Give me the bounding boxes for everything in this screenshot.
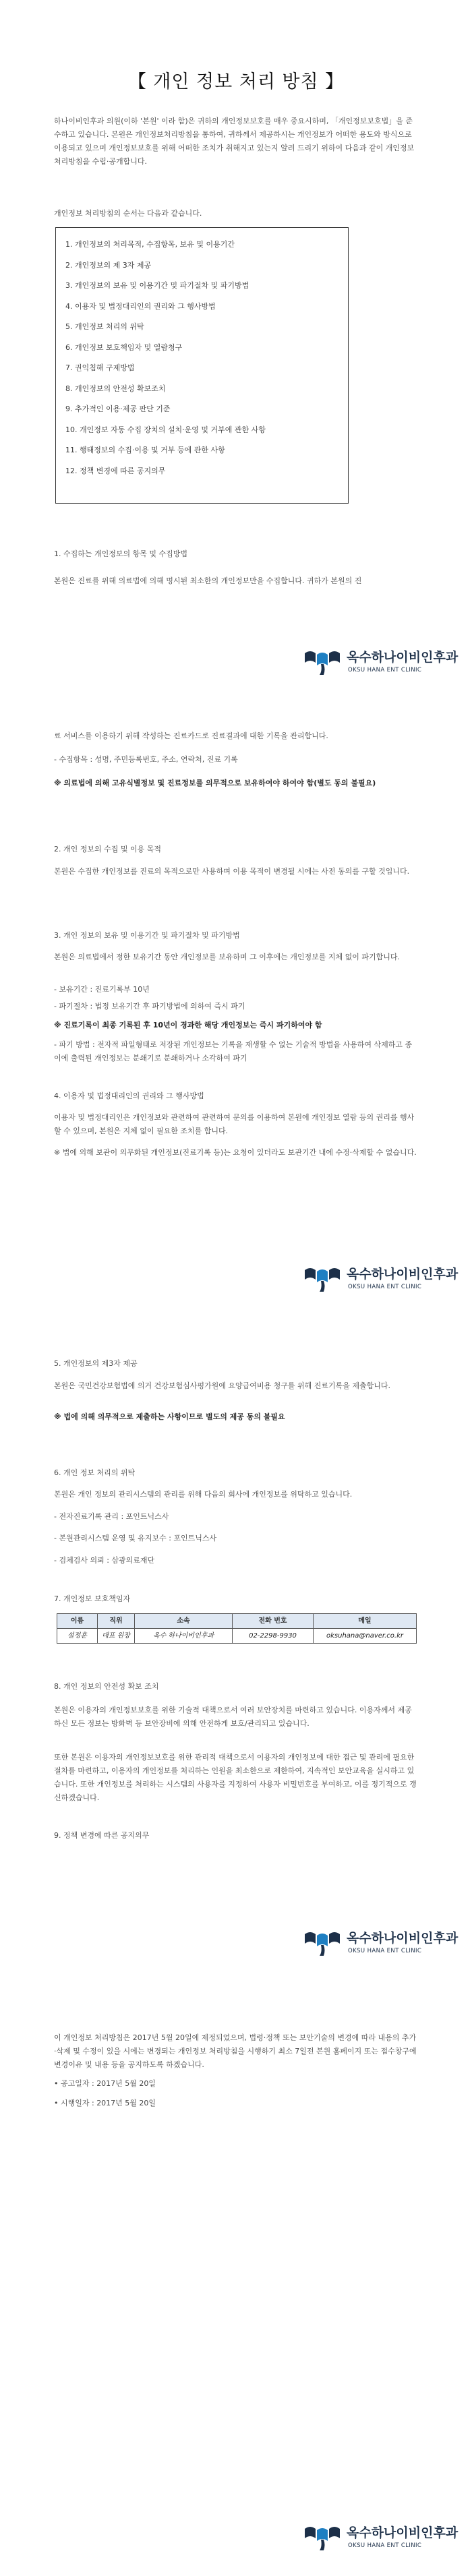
toc-item: 10. 개인정보 자동 수집 장치의 설치·운영 및 거부에 관한 사항 [65,425,266,434]
section-4-note: ※ 법에 의해 보관이 의무화된 개인정보(진료기록 등)는 요청이 있더라도 보관기간 내에 수정·삭제할 수 없습니다. [54,1148,417,1157]
section-1-title: 1. 수집하는 개인정보의 항목 및 수집방법 [54,549,187,558]
section-1-text-cont: 료 서비스를 이용하기 위해 작성하는 진료카드로 진료결과에 대한 기록을 관리합니다. [54,731,328,740]
clinic-logo-name: 옥수하나이비인후과 [347,1931,459,1946]
clinic-logo-name: 옥수하나이비인후과 [347,2525,459,2540]
table-cell: 설정훈 [57,1629,98,1644]
toc-intro: 개인정보 처리방침의 순서는 다음과 같습니다. [54,209,202,218]
toc-item: 9. 추가적인 이용·제공 판단 기준 [65,405,171,413]
table-cell: 02-2298-9930 [233,1629,314,1644]
section-6-item-2: - 본원관리시스템 운영 및 유지보수 : 포인트닉스사 [54,1534,217,1542]
section-3-item-2: - 파기절차 : 법정 보유기간 후 파기방법에 의하여 즉시 파기 [54,1002,245,1011]
table-of-contents [55,227,349,504]
section-2-text: 본원은 수집한 개인정보를 진료의 목적으로만 사용하며 이용 목적이 변경될 시에는 사전 동의를 구할 것입니다. [54,867,410,876]
toc-item: 11. 행태정보의 수집·이용 및 거부 등에 관한 사항 [65,446,225,454]
section-3-text: 본원은 의료법에서 정한 보유기간 동안 개인정보를 보유하며 그 이후에는 개인정보를 지체 없이 파기합니다. [54,953,400,961]
clinic-logo [303,645,459,679]
clinic-logo-sub: OKSU HANA ENT CLINIC [348,1948,422,1954]
section-3-item-3: - 파기 방법 : 전자적 파일형태로 저장된 개인정보는 기록을 재생할 수 없는 기술적 방법을 사용하여 삭제하고 종이에 출력된 개인정보는 분쇄기로 분쇄하거나 소각하여 파기 [54,1040,413,1062]
section-3-item-1: - 보유기간 : 진료기록부 10년 [54,985,150,994]
toc-item: 7. 권익침해 구제방법 [65,363,135,372]
section-5-text: 본원은 국민건강보험법에 의거 건강보험심사평가원에 요양급여비용 청구를 위해 진료기록을 제출합니다. [54,1381,391,1390]
section-6-title: 6. 개인 정보 처리의 위탁 [54,1468,136,1477]
table-header: 이름 [57,1614,98,1629]
clinic-logo-mark [303,648,343,675]
toc-item: 2. 개인정보의 제 3자 제공 [65,260,152,270]
section-6-text: 본원은 개인 정보의 관리시스템의 관리를 위해 다음의 회사에 개인정보를 위탁하고 있습니다. [54,1490,353,1499]
section-3-title: 3. 개인 정보의 보유 및 이용기간 및 파기절차 및 파기방법 [54,931,240,940]
toc-item: 5. 개인정보 처리의 위탁 [65,322,144,331]
toc-item: 3. 개인정보의 보유 및 이용기간 및 파기절차 및 파기방법 [65,281,249,290]
clinic-logo-sub: OKSU HANA ENT CLINIC [348,2542,422,2549]
clinic-logo-mark [303,2523,343,2550]
clinic-logo-mark [303,1265,343,1292]
section-5-title: 5. 개인정보의 제3자 제공 [54,1359,138,1368]
section-8-text-2: 또한 본원은 이용자의 개인정보보호를 위한 관리적 대책으로서 이용자의 개인정보에 대한 접근 및 관리에 필요한 절차를 마련하고, 이용자의 개인정보를 처리하는 인원을 최소한으로 제한하여, 지속적인 보안교육을 실시하고 있습니다. 또한 개인정보를 처리하는 시스템의 사용자를 지정하여 사용자 비밀번호를 부여하고, 이를 정기적으로 갱신하겠습니다. [54,1753,417,1802]
privacy-officer-table [57,1613,417,1644]
section-5-note: ※ 법에 의해 의무적으로 제출하는 사항이므로 별도의 제공 동의 불필요 [54,1412,285,1421]
section-4-text: 이용자 및 법정대리인은 개인정보와 관련하여 관련하여 문의를 이용하여 본원에 개인정보 열람 등의 권리를 행사할 수 있으며, 본원은 지체 없이 필요한 조치를 합니다. [54,1113,415,1135]
section-8-text-1: 본원은 이용자의 개인정보보호를 위한 기술적 대책으로서 여러 보안장치를 마련하고 있습니다. 이용자께서 제공하신 모든 정보는 방화벽 등 보안장비에 의해 안전하게 보호/관리되고 있습니다. [54,1706,412,1728]
table-header: 전화 번호 [233,1614,314,1629]
section-4-title: 4. 이용자 및 법정대리인의 권리와 그 행사방법 [54,1091,204,1100]
section-9-text: 이 개인정보 처리방침은 2017년 5월 20일에 제정되었으며, 법령·정책 또는 보안기술의 변경에 따라 내용의 추가·삭제 및 수정이 있을 시에는 변경되는 개인정보 처리방침을 시행하기 최소 7일전 본원 홈페이지 또는 접수창구에 변경이유 및 내용 등을 공지하도록 하겠습니다. [54,2033,417,2069]
toc-item: 8. 개인정보의 안전성 확보조치 [65,384,166,393]
table-row [57,1629,417,1644]
table-header: 소속 [135,1614,233,1629]
clinic-logo-mark [303,1929,343,1956]
toc-item: 12. 정책 변경에 따른 공지의무 [65,466,166,475]
section-1-note: ※ 의료법에 의해 고유식별정보 및 진료정보를 의무적으로 보유하여야 하여야 함(별도 동의 불필요) [54,779,376,787]
clinic-logo [303,1926,459,1960]
table-cell: 대표 원장 [98,1629,135,1644]
toc-item: 6. 개인정보 보호책임자 및 열람청구 [65,342,183,352]
section-8-title: 8. 개인 정보의 안전성 확보 조치 [54,1682,159,1691]
section-6-item-3: - 검체검사 의뢰 : 삼광의료재단 [54,1556,155,1565]
clinic-logo-name: 옥수하나이비인후과 [347,650,459,665]
section-9-title: 9. 정책 변경에 따른 공지의무 [54,1831,150,1840]
clinic-logo-name: 옥수하나이비인후과 [347,1267,459,1282]
section-6-item-1: - 전자진료기록 관리 : 포인트닉스사 [54,1512,169,1521]
section-9-item-2: • 시행일자 : 2017년 5월 20일 [54,2099,156,2107]
clinic-logo-sub: OKSU HANA ENT CLINIC [348,1284,422,1290]
clinic-logo [303,1262,459,1296]
table-cell: oksuhana@naver.co.kr [314,1629,417,1644]
section-9-item-1: • 공고일자 : 2017년 5월 20일 [54,2079,156,2088]
section-2-title: 2. 개인 정보의 수집 및 이용 목적 [54,845,161,853]
section-3-note: ※ 진료기록이 최종 기록된 후 10년이 경과한 해당 개인정보는 즉시 파기하여야 함 [54,1021,322,1029]
clinic-logo [303,2521,459,2554]
table-header: 메일 [314,1614,417,1629]
intro-paragraph: 하나이비인후과 의원(이하 '본원' 이라 함)은 귀하의 개인정보보호를 매우 중요시하며, 「개인정보보호법」을 준수하고 있습니다. 본원은 개인정보처리방침을 통하여, 귀하께서 제공하시는 개인정보가 어떠한 용도와 방식으로 이용되고 있으며 개인정보보호를 위해 어떠한 조치가 취해지고 있는지 알려 드리기 위하여 다음과 같이 개인정보 처리방침을 수립·공개합니다. [54,117,415,166]
table-header: 직위 [98,1614,135,1629]
section-1-text: 본원은 진료를 위해 의료법에 의해 명시된 최소한의 개인정보만을 수집합니다. 귀하가 본원의 진 [54,576,362,585]
clinic-logo-sub: OKSU HANA ENT CLINIC [348,667,422,673]
toc-item: 4. 이용자 및 법정대리인의 권리와 그 행사방법 [65,301,216,311]
table-header-row [57,1614,417,1629]
toc-item: 1. 개인정보의 처리목적, 수집항목, 보유 및 이용기간 [65,240,235,249]
section-1-items: - 수집항목 : 성명, 주민등록번호, 주소, 연락처, 진료 기록 [54,755,238,764]
page-title: 【 개인 정보 처리 방침 】 [127,71,345,92]
table-cell: 옥수 하나이비인후과 [135,1629,233,1644]
section-7-title: 7. 개인정보 보호책임자 [54,1594,131,1603]
